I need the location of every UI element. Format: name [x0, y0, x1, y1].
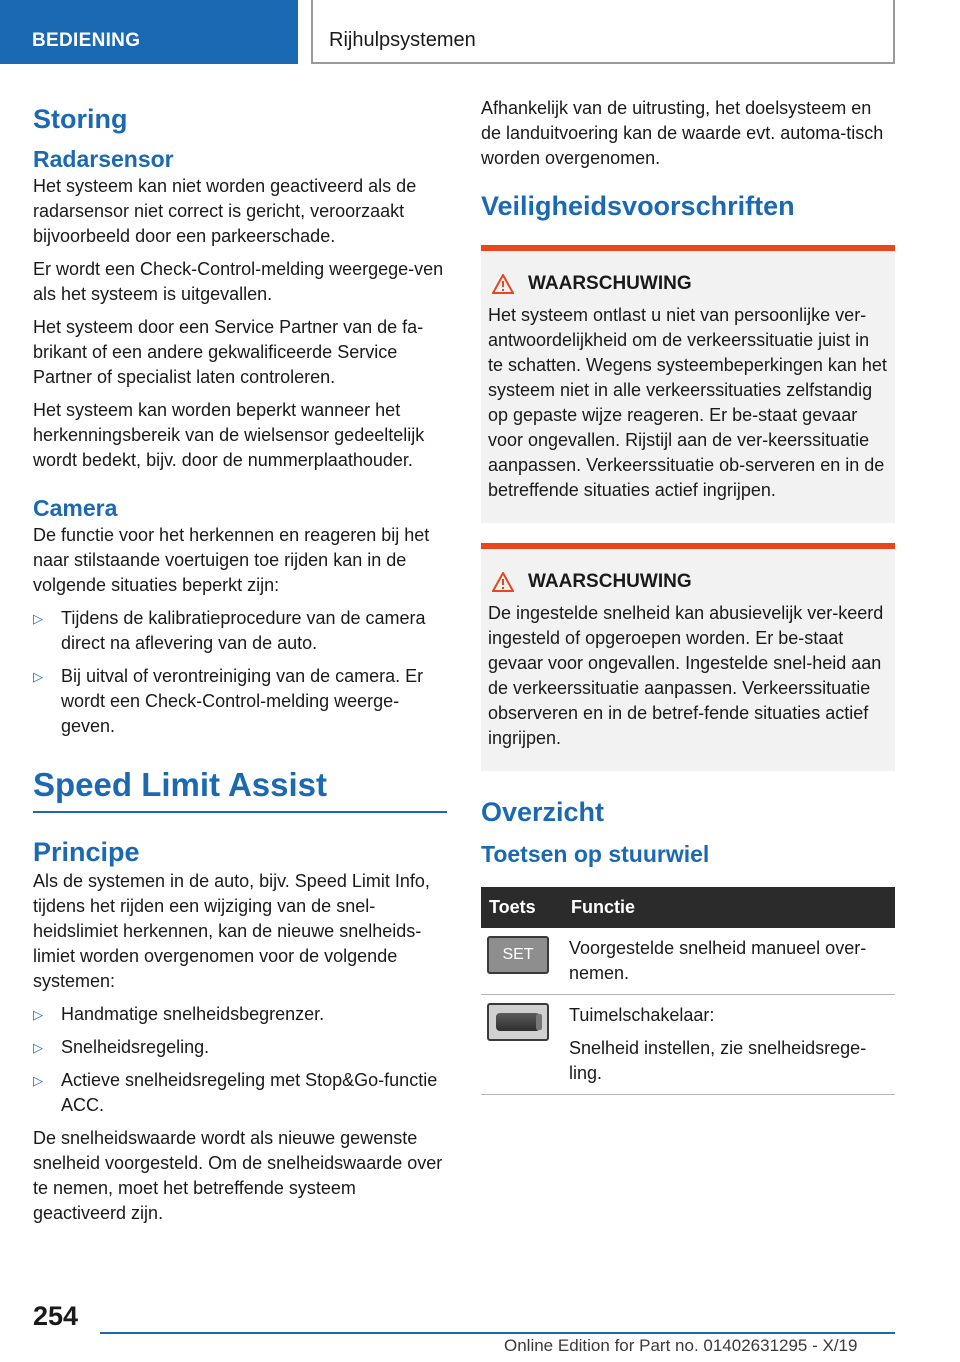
- intro-paragraph: Afhankelijk van de uitrusting, het doelsysteem en de landuitvoering kan de waarde evt. automa-tisch worden overgenomen.: [481, 98, 884, 168]
- list-item: [33, 1068, 447, 1118]
- key-cell: [481, 928, 563, 995]
- rocker-switch-icon: [487, 1003, 549, 1041]
- warning-title-text: WAARSCHUWING: [528, 571, 692, 592]
- section-label: BEDIENING: [32, 30, 141, 51]
- triangle-right-icon: ▷: [33, 1007, 43, 1022]
- list-item: [33, 1002, 447, 1027]
- heading-radarsensor: Radarsensor: [33, 146, 174, 172]
- triangle-right-icon: ▷: [33, 1073, 43, 1088]
- heading-speed-limit-assist: Speed Limit Assist: [33, 763, 447, 813]
- warning-text: De ingestelde snelheid kan abusievelijk ver-keerd ingesteld of opgeroepen worden. Er be-staat gevaar voor ongevallen. Ingestelde snel-heid aan de verkeerssituatie aanpassen. Verkeerssituatie observeren en in de betref-fende situaties actief ingrijpen.: [488, 603, 884, 748]
- triangle-right-icon: ▷: [33, 669, 43, 684]
- list-item-text: Handmatige snelheidsbegrenzer.: [61, 1004, 325, 1024]
- radar-paragraph-2: Er wordt een Check-Control-melding weergege-ven als het systeem is uitgevallen.: [33, 259, 444, 304]
- heading-storing: Storing: [33, 104, 128, 134]
- set-button-icon: SET: [487, 936, 549, 974]
- table-header-row: [481, 887, 895, 928]
- warning-box-1: [481, 245, 895, 523]
- principe-paragraph-2: De snelheidswaarde wordt als nieuwe gewenste snelheid voorgesteld. Om de snelheidswaarde over te nemen, moet het betreffende systeem geactiveerd zijn.: [33, 1128, 443, 1223]
- principe-bullet-list: [33, 1002, 447, 1118]
- section-tab: [0, 0, 298, 64]
- list-item-text: Tijdens de kalibratieprocedure van de camera direct na aflevering van de auto.: [61, 608, 426, 653]
- radar-paragraph-3: Het systeem door een Service Partner van de fa-brikant of een andere gekwalificeerde Service Partner of specialist laten controleren.: [33, 317, 424, 387]
- function-cell: [563, 995, 895, 1095]
- triangle-right-icon: ▷: [33, 611, 43, 626]
- camera-bullet-list: [33, 606, 447, 739]
- heading-overzicht: Overzicht: [481, 797, 605, 827]
- function-extra-text: Snelheid instellen, zie snelheidsrege-ling.: [569, 1038, 867, 1083]
- list-item-text: Bij uitval of verontreiniging van de camera. Er wordt een Check-Control-melding weerge-geven.: [61, 666, 424, 736]
- list-item: [33, 606, 447, 656]
- column-header-key: Toets: [481, 887, 563, 928]
- function-text: Voorgestelde snelheid manueel over-nemen.: [569, 938, 867, 983]
- page-number: 254: [33, 1301, 79, 1331]
- footer-divider: [100, 1332, 895, 1334]
- table-row: [481, 928, 895, 995]
- function-text: Tuimelschakelaar:: [569, 1005, 715, 1025]
- warning-box-2: [481, 543, 895, 771]
- heading-camera: Camera: [33, 495, 118, 521]
- warning-triangle-icon: [492, 274, 514, 294]
- column-header-function: Functie: [563, 887, 895, 928]
- list-item-text: Snelheidsregeling.: [61, 1037, 210, 1057]
- list-item: [33, 1035, 447, 1060]
- radar-paragraph-1: Het systeem kan niet worden geactiveerd als de radarsensor niet correct is gericht, veroorzaakt bijvoorbeeld door een parkeerschade.: [33, 176, 417, 246]
- warning-title: [488, 569, 887, 595]
- chapter-label: Rijhulpsystemen: [329, 29, 476, 51]
- principe-paragraph-1: Als de systemen in de auto, bijv. Speed Limit Info, tijdens het rijden een wijziging van de snel-heidslimiet herkennen, kan de nieuwe snelheids-limiet worden overgenomen voor de volgende systemen:: [33, 871, 430, 991]
- list-item: [33, 664, 447, 739]
- chapter-tab: [311, 0, 895, 64]
- warning-text: Het systeem ontlast u niet van persoonlijke ver-antwoordelijkheid om de verkeerssituatie juist in te schatten. Wegens systeembeperkingen kan het systeem niet in alle verkeerssituaties zelfstandig op gepaste wijze reageren. Er be-staat gevaar voor ongevallen. Rijstijl aan de ver-keerssituatie aanpassen. Verkeerssituatie ob-serveren en in de betreffende situaties actief ingrijpen.: [488, 305, 887, 500]
- heading-principe: Principe: [33, 837, 140, 867]
- keys-table: [481, 887, 895, 1095]
- left-column: [33, 96, 447, 1234]
- key-cell: [481, 995, 563, 1095]
- camera-paragraph: De functie voor het herkennen en reageren bij het naar stilstaande voertuigen toe rijden kan in de volgende situaties beperkt zijn:: [33, 525, 430, 595]
- right-column: [481, 96, 895, 1095]
- table-row: [481, 995, 895, 1095]
- heading-toetsen: Toetsen op stuurwiel: [481, 841, 710, 867]
- radar-paragraph-4: Het systeem kan worden beperkt wanneer het herkenningsbereik van de wielsensor gedeeltelijk wordt bedekt, bijv. door de nummerplaathouder.: [33, 400, 425, 470]
- heading-veiligheidsvoorschriften: Veiligheidsvoorschriften: [481, 191, 795, 221]
- warning-triangle-icon: [492, 572, 514, 592]
- warning-title-text: WAARSCHUWING: [528, 273, 692, 294]
- footer-edition: Online Edition for Part no. 01402631295 - X/19: [504, 1336, 858, 1355]
- triangle-right-icon: ▷: [33, 1040, 43, 1055]
- function-cell: [563, 928, 895, 995]
- list-item-text: Actieve snelheidsregeling met Stop&Go-functie ACC.: [61, 1070, 438, 1115]
- warning-title: [488, 271, 887, 297]
